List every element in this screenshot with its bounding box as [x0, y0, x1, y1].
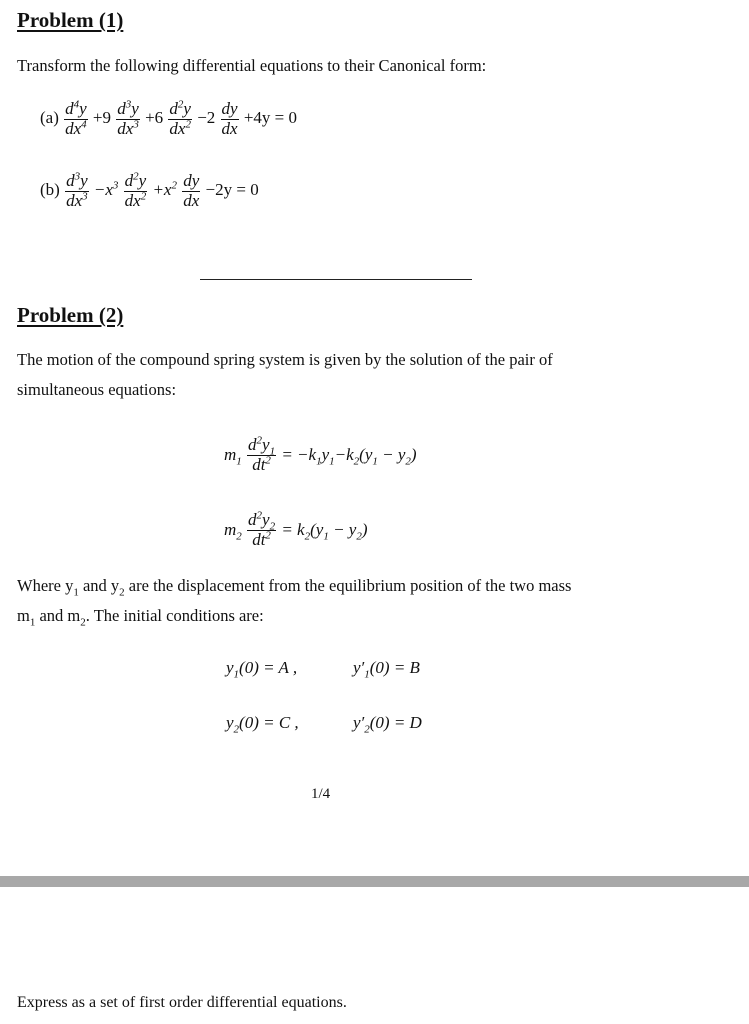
equation-a-term-2: $\frac{d^3y}{dx^3}$	[117, 98, 139, 138]
where-line-2: $m_1$ and $m_2$. The initial conditions are:	[17, 606, 264, 629]
equation-b-term-2: $\frac{d^2y}{dx^2}$	[124, 170, 147, 210]
equation-a-term-1: $\frac{d^4y}{dx^4}$	[65, 98, 87, 138]
equation-b: (b) $\frac{d^3y}{dx^3}$ $-x^3$ $\frac{d^2y}{dx^2}$ $+x^2$ $\frac{dy}{dx}$ −2y = 0	[40, 170, 259, 210]
problem-1-title: Problem (1)	[17, 8, 124, 32]
problem-1-instruction: Transform the following differential equations to their Canonical form:	[17, 56, 487, 75]
initial-condition-y1: $y_1(0) = A$ ,	[226, 658, 298, 681]
page-number: 1/4	[311, 786, 331, 802]
initial-condition-y2-prime: $y'_2(0) = D$	[353, 713, 422, 736]
motion-equation-2: $m_2$ $\frac{d^2y_2}{dt^2}$ = $k_2(y_1 - y_2)$	[224, 509, 368, 549]
where-line-1: Where $y_1$ and $y_2$ are the displacement from the equilibrium position of the two mass	[17, 576, 572, 599]
equation-a-term-3: $\frac{d^2y}{dx^2}$	[169, 98, 191, 138]
problem-2-title: Problem (2)	[17, 303, 124, 327]
equation-b-term-1: $\frac{d^3y}{dx^3}$	[66, 170, 88, 210]
equation-b-term-3: $\frac{dy}{dx}$	[183, 171, 200, 210]
initial-condition-y1-prime: $y'_1(0) = B$	[353, 658, 420, 681]
initial-condition-y2: $y_2(0) = C$ ,	[226, 713, 299, 736]
section-divider	[200, 279, 472, 280]
equation-a-term-4: $\frac{dy}{dx}$	[221, 99, 238, 138]
footer-instruction: Express as a set of first order differential equations.	[17, 994, 347, 1011]
equation-a-label: (a)	[40, 108, 59, 128]
problem-2-intro-line-1: The motion of the compound spring system is given by the solution of the pair of	[17, 350, 553, 369]
problem-2-intro-line-2: simultaneous equations:	[17, 380, 177, 399]
equation-a: (a) $\frac{d^4y}{dx^4}$ +9 $\frac{d^3y}{dx^3}$ +6 $\frac{d^2y}{dx^2}$ −2 $\frac{dy}{dx}$ +4y = 0	[40, 98, 298, 138]
equation-b-label: (b)	[40, 180, 60, 200]
page-break-band	[0, 876, 749, 887]
motion-equation-1: $m_1$ $\frac{d^2y_1}{dt^2}$ = $-k_1y_1-k_2(y_1 - y_2)$	[224, 434, 417, 474]
